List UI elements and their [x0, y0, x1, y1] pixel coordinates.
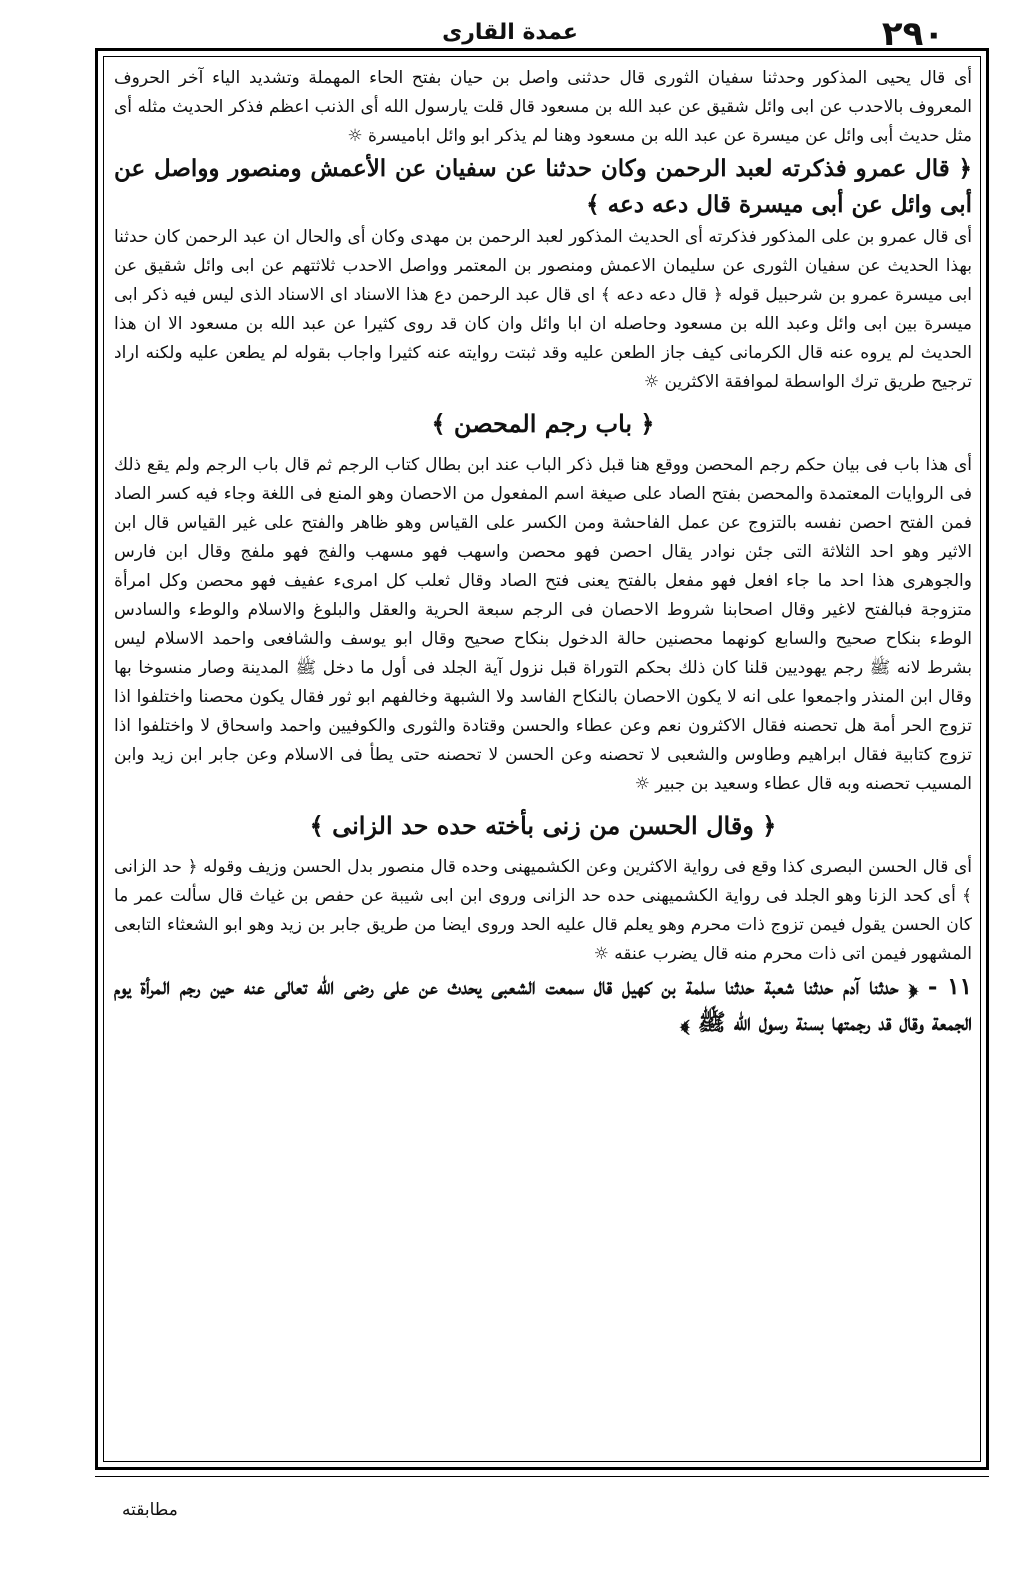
catchword: مطابقته — [122, 1500, 178, 1520]
numbered-hadith: ١١ - ﴿ حدثنا آدم حدثنا شعبة حدثنا سلمة بن كهيل قال سمعت الشعبى يحدث عن على رضى الله تعالى عنه حين رجم المرأة يوم الجمعة وقال قد رجمتها بسنة رسول الله ﷺ ﴾ — [114, 973, 972, 1036]
chapter-heading: ﴿ باب رجم المحصن ﴾ — [431, 409, 655, 438]
running-title: عمدة القارى — [442, 20, 578, 45]
hadith-text: ﴿ قال عمرو فذكرته لعبد الرحمن وكان حدثنا عن سفيان عن الأعمش ومنصور وواصل عن أبى وائل عن أبى ميسرة قال دعه دعه ﴾ — [114, 155, 972, 218]
commentary-paragraph: أى هذا باب فى بيان حكم رجم المحصن ووقع هنا قبل ذكر الباب عند ابن بطال كتاب الرجم ثم قال باب الرجم ولم يقع ذلك فى الروايات المعتمدة والمحصن بفتح الصاد على صيغة اسم المفعول من الاحصان وهو المنع فى اللغة وجاء فيه كسر الصاد فمن الفتح احصن نفسه بالتزوج عن عمل الفاحشة ومن الكسر على القياس وهو ظاهر والفتح على غير القياس قال ابن الاثير وهو احد الثلاثة التى جئن نوادر يقال احصن فهو محصن واسهب فهو مسهب والفج فهو ملفج وقال ابن فارس والجوهرى هذا احد ما جاء افعل فهو مفعل بالفتح يعنى فتح الصاد وقال ثعلب كل امرىء عفيف فهو محصن وكل امرأة متزوجة فبالفتح لاغير وقال اصحابنا شروط الاحصان فى الرجم سبعة الحرية والعقل والبلوغ والاسلام والوطء والسادس الوطء بنكاح صحيح والسابع كونهما محصنين حالة الدخول بنكاح صحيح وقال ابو يوسف والشافعى واحمد الاسلام ليس بشرط لانه ﷺ رجم يهوديين قلنا كان ذلك بحكم التوراة قبل نزول آية الجلد فى أول ما دخل ﷺ المدينة وصار منسوخا بها وقال ابن المنذر واجمعوا على انه لا يكون الاحصان بالنكاح الفاسد ولا الشبهة وخالفهم ابو ثور فقال يكون محصنا واختلفوا اذا تزوج الحر أمة هل تحصنه فقال الاكثرون نعم وعن عطاء والحسن وقتادة والثورى والكوفيين واحمد واسحاق لا واختلفوا اذا تزوج كتابية فقال ابراهيم وطاوس والشعبى لا تحصنه وعن الحسن لا تحصنه حتى يطأ فى الاسلام وعن جابر ابن زيد وابن المسيب تحصنه وبه قال عطاء وسعيد بن جبير ☼ — [114, 455, 972, 794]
text-column — [114, 64, 972, 1456]
quoted-statement-heading: ﴿ وقال الحسن من زنى بأخته حده حد الزانى ﴾ — [309, 811, 777, 840]
page-number: ٢٩٠ — [881, 14, 945, 54]
commentary-paragraph: أى قال عمرو بن على المذكور فذكرته أى الحديث المذكور لعبد الرحمن بن مهدى وكان أى والحال ان عبد الرحمن كان حدثنا بهذا الحديث عن سفيان الثورى عن سليمان الاعمش ومنصور بن المعتمر وواصل الاحدب ثلاثتهم عن ابى وائل شقيق عن ابى ميسرة عمرو بن شرحبيل قوله ﴿ قال دعه دعه ﴾ اى قال عبد الرحمن دع هذا الاسناد اى الاسناد الذى ليس فيه ذكر ابى ميسرة بين ابى وائل وعبد الله بن مسعود وحاصله ان ابا وائل وان كان قد روى كثيرا عن عبد الله بن مسعود الا ان هذا الحديث لم يروه عنه قال الكرمانى كيف جاز الطعن عليه وقد ثبتت روايته عنه كثيرا واجاب بقوله لم يطعن عليه ولكنه اراد ترجيح طريق ترك الواسطة لموافقة الاكثرين ☼ — [114, 227, 972, 392]
commentary-paragraph: أى قال يحيى المذكور وحدثنا سفيان الثورى قال حدثنى واصل بن حيان بفتح الحاء المهملة وتشديد الياء آخر الحروف المعروف بالاحدب عن ابى وائل شقيق عن عبد الله بن مسعود قال قلت يارسول الله أى الذنب اعظم فذكر الحديث مثله أى مثل حديث أبى وائل عن ميسرة عن عبد الله بن مسعود وهنا لم يذكر ابو وائل اباميسرة ☼ — [114, 68, 972, 146]
commentary-paragraph: أى قال الحسن البصرى كذا وقع فى رواية الاكثرين وعن الكشميهنى وحده قال منصور بدل الحسن وزيف وقوله ﴿ حد الزانى ﴾ أى كحد الزنا وهو الجلد فى رواية الكشميهنى حده حد الزانى وروى ابن ابى شيبة عن حفص بن غياث قال سألت عمر ما كان الحسن يقول فيمن تزوج ذات محرم وهو يعلم قال عليه الحد وروى ايضا من طريق جابر بن زيد وهو ابو الشعثاء التابعى المشهور فيمن اتى ذات محرم منه قال يضرب عنقه ☼ — [114, 857, 972, 964]
bottom-rule — [95, 1476, 989, 1477]
